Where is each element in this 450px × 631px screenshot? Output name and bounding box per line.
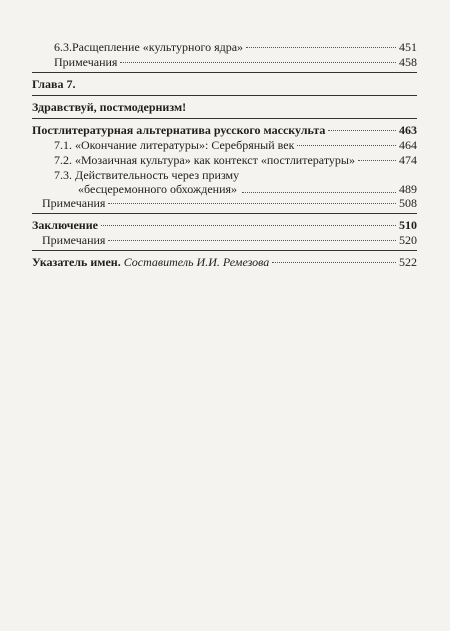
toc-entry-title: 7.1. «Окончание литературы»: Серебряный век bbox=[54, 138, 295, 152]
dot-leader bbox=[108, 240, 396, 241]
dot-leader bbox=[108, 203, 396, 204]
chapter-7-title: Здравствуй, постмодернизм! bbox=[32, 100, 187, 114]
divider bbox=[32, 250, 417, 251]
toc-entry-title: Постлитературная альтернатива русского масскульта bbox=[32, 123, 326, 137]
toc-page-number: 489 bbox=[399, 182, 417, 196]
index-compiler: Составитель И.И. Ремезова bbox=[123, 255, 270, 269]
toc-entry-6-3[interactable] bbox=[32, 40, 417, 54]
toc-entry-title bbox=[32, 255, 269, 269]
toc-entry-7-2[interactable] bbox=[32, 153, 417, 167]
toc-page-number: 474 bbox=[399, 153, 417, 167]
toc-notes-conclusion[interactable] bbox=[32, 233, 417, 247]
divider bbox=[32, 72, 417, 73]
toc-entry-title bbox=[54, 168, 239, 196]
toc-page-number: 458 bbox=[399, 55, 417, 69]
dot-leader bbox=[242, 192, 396, 193]
toc-conclusion[interactable] bbox=[32, 218, 417, 232]
toc-page-number: 508 bbox=[399, 196, 417, 210]
toc-entry-title: 7.2. «Мозаичная культура» как контекст «постлитературы» bbox=[54, 153, 355, 167]
toc-entry-7-1[interactable] bbox=[32, 138, 417, 152]
toc-entry-line-2: «бесцеремонного обхождения» bbox=[78, 182, 238, 196]
toc-page-number: 522 bbox=[399, 255, 417, 269]
toc-page-number: 510 bbox=[399, 218, 417, 232]
toc-page-number: 451 bbox=[399, 40, 417, 54]
dot-leader bbox=[246, 47, 396, 48]
toc-entry-title: Примечания bbox=[54, 55, 118, 69]
dot-leader bbox=[297, 145, 396, 146]
dot-leader bbox=[358, 160, 396, 161]
divider bbox=[32, 95, 417, 96]
dot-leader bbox=[272, 262, 396, 263]
dot-leader bbox=[101, 225, 396, 226]
toc-index[interactable] bbox=[32, 255, 417, 269]
toc-page-number: 463 bbox=[399, 123, 417, 137]
toc-entry-title: Примечания bbox=[42, 233, 106, 247]
toc-entry-title: Примечания bbox=[42, 196, 106, 210]
chapter-7-label: Глава 7. bbox=[32, 77, 76, 91]
toc-page-number: 464 bbox=[399, 138, 417, 152]
toc-notes-7[interactable] bbox=[32, 196, 417, 210]
toc-entry-title: Заключение bbox=[32, 218, 98, 232]
toc-section-alternative[interactable] bbox=[32, 123, 417, 137]
toc-page-number: 520 bbox=[399, 233, 417, 247]
toc-entry-title: 6.3.Расщепление «культурного ядра» bbox=[54, 40, 244, 54]
dot-leader bbox=[328, 130, 396, 131]
index-title: Указатель имен. bbox=[32, 255, 121, 269]
toc-entry-line-1: 7.3. Действительность через призму bbox=[54, 168, 240, 182]
table-of-contents bbox=[32, 40, 417, 270]
dot-leader bbox=[120, 62, 396, 63]
divider bbox=[32, 213, 417, 214]
toc-notes-6[interactable] bbox=[32, 55, 417, 69]
divider bbox=[32, 118, 417, 119]
toc-entry-7-3[interactable] bbox=[32, 168, 417, 196]
